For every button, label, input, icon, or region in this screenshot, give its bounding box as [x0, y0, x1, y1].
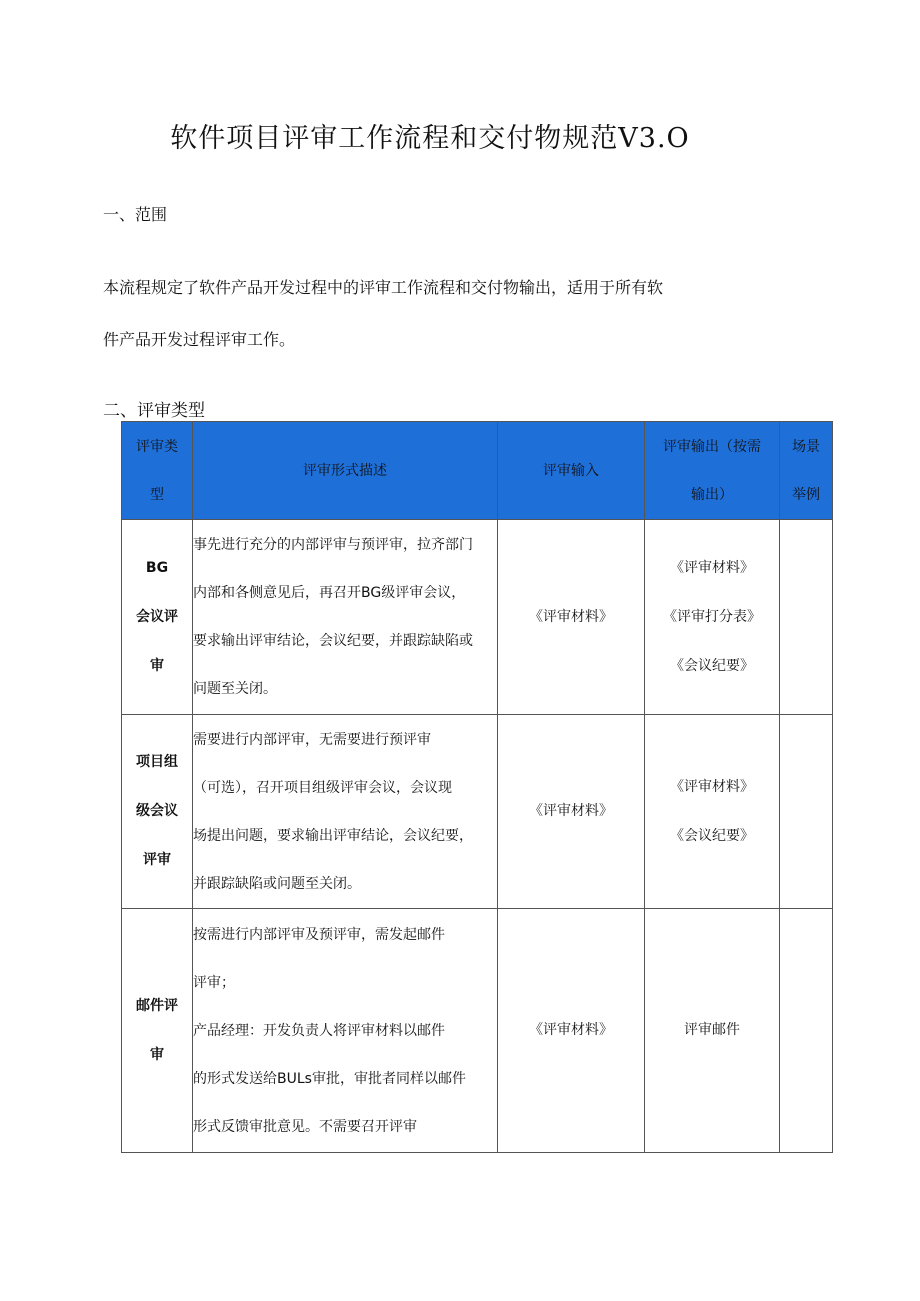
cell-description: 事先进行充分的内部评审与预评审，拉齐部门 内部和各侧意见后，再召开BG级评审会议， 要求输出评审结论，会议纪要，并跟踪缺陷或 问题至关闭。	[193, 520, 498, 715]
table-row	[122, 520, 833, 715]
cell-input: 《评审材料》	[498, 715, 645, 909]
cell-review-type: BG 会议评 审	[122, 520, 193, 715]
cell-output: 《评审材料》 《会议纪要》	[645, 715, 780, 909]
scope-paragraph	[103, 262, 783, 366]
cell-description: 需要进行内部评审，无需要进行预评审 （可选），召开项目组级评审会议，会议现 场提出问题，要求输出评审结论，会议纪要， 并跟踪缺陷或问题至关闭。	[193, 715, 498, 909]
table-row	[122, 715, 833, 909]
cell-example	[780, 520, 833, 715]
cell-example	[780, 909, 833, 1153]
document-title: 软件项目评审工作流程和交付物规范V3.O	[170, 123, 690, 154]
cell-review-type: 邮件评 审	[122, 909, 193, 1153]
section-heading-scope: 一、范围	[103, 205, 168, 224]
cell-review-type: 项目组 级会议 评审	[122, 715, 193, 909]
header-example: 场景 举例	[780, 422, 833, 520]
header-description: 评审形式描述	[193, 422, 498, 520]
section-heading-review-types: 二、评审类型	[103, 401, 205, 421]
header-output: 评审输出（按需 输出）	[645, 422, 780, 520]
cell-output: 评审邮件	[645, 909, 780, 1153]
cell-input: 《评审材料》	[498, 520, 645, 715]
review-types-table	[121, 421, 833, 1153]
table-row	[122, 909, 833, 1153]
scope-paragraph-line: 件产品开发过程评审工作。	[103, 330, 296, 349]
header-review-type: 评审类 型	[122, 422, 193, 520]
cell-input: 《评审材料》	[498, 909, 645, 1153]
header-input: 评审输入	[498, 422, 645, 520]
cell-description: 按需进行内部评审及预评审，需发起邮件 评审； 产品经理：开发负责人将评审材料以邮件 的形式发送给BULs审批，审批者同样以邮件 形式反馈审批意见。不需要召开评审	[193, 909, 498, 1153]
cell-output: 《评审材料》 《评审打分表》 《会议纪要》	[645, 520, 780, 715]
table-header-row	[122, 422, 833, 520]
cell-example	[780, 715, 833, 909]
scope-paragraph-line: 本流程规定了软件产品开发过程中的评审工作流程和交付物输出，适用于所有软	[103, 278, 664, 297]
